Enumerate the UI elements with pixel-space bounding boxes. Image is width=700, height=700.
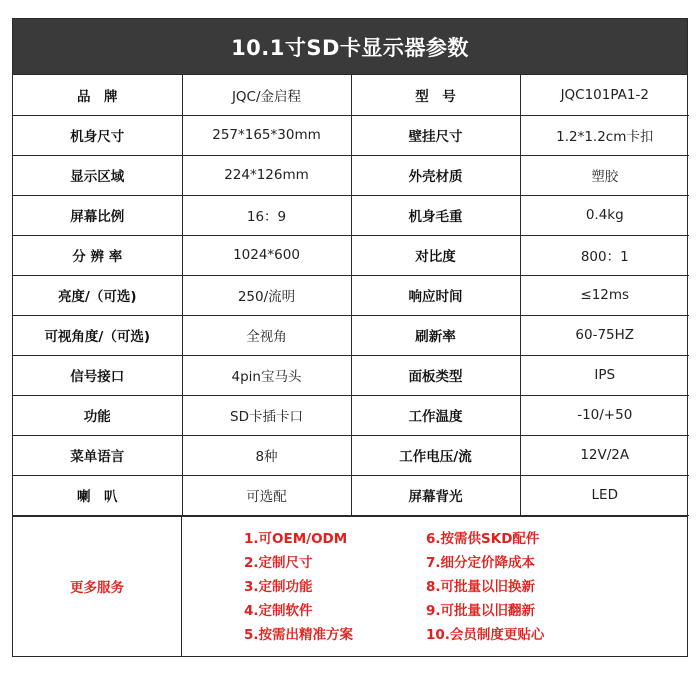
table-row <box>13 195 689 235</box>
page-title: 10.1寸SD卡显示器参数 <box>13 19 687 75</box>
spec-label: 功能 <box>13 395 182 435</box>
table-row <box>13 435 689 475</box>
spec-value: 全视角 <box>182 315 351 355</box>
service-item: 5.按需出精准方案 <box>244 626 354 643</box>
services-column-left <box>244 527 426 656</box>
spec-value: IPS <box>520 355 689 395</box>
table-row <box>13 115 689 155</box>
table-row <box>13 155 689 195</box>
spec-value: 1024*600 <box>182 235 351 275</box>
spec-label: 喇 叭 <box>13 475 182 515</box>
spec-value: -10/+50 <box>520 395 689 435</box>
spec-label: 亮度/（可选) <box>13 275 182 315</box>
spec-label: 品 牌 <box>13 75 182 115</box>
spec-value: 8种 <box>182 435 351 475</box>
service-item: 4.定制软件 <box>244 602 313 619</box>
spec-label: 响应时间 <box>351 275 520 315</box>
spec-label: 外壳材质 <box>351 155 520 195</box>
spec-value: 800：1 <box>520 235 689 275</box>
spec-label: 屏幕比例 <box>13 195 182 235</box>
table-row <box>13 355 689 395</box>
spec-label: 面板类型 <box>351 355 520 395</box>
service-item: 8.可批量以旧换新 <box>426 578 536 595</box>
spec-value: SD卡插卡口 <box>182 395 351 435</box>
service-item: 1.可OEM/ODM <box>244 530 348 547</box>
spec-label: 工作电压/流 <box>351 435 520 475</box>
spec-value: JQC101PA1-2 <box>520 75 689 115</box>
spec-value: 塑胶 <box>520 155 689 195</box>
spec-value: 12V/2A <box>520 435 689 475</box>
service-item: 10.会员制度更贴心 <box>426 626 545 643</box>
table-row <box>13 315 689 355</box>
spec-sheet <box>12 18 688 657</box>
services-label: 更多服务 <box>13 517 182 656</box>
services-list <box>182 517 687 656</box>
table-row <box>13 275 689 315</box>
service-item: 3.定制功能 <box>244 578 313 595</box>
table-row <box>13 395 689 435</box>
spec-value: ≤12ms <box>520 275 689 315</box>
spec-label: 显示区域 <box>13 155 182 195</box>
spec-value: LED <box>520 475 689 515</box>
spec-table <box>13 75 689 516</box>
service-item: 6.按需供SKD配件 <box>426 530 540 547</box>
spec-value: 16：9 <box>182 195 351 235</box>
services-section <box>13 516 687 656</box>
service-item: 9.可批量以旧翻新 <box>426 602 536 619</box>
spec-value: 0.4kg <box>520 195 689 235</box>
spec-label: 工作温度 <box>351 395 520 435</box>
spec-value: 可选配 <box>182 475 351 515</box>
spec-label: 机身毛重 <box>351 195 520 235</box>
spec-value: 257*165*30mm <box>182 115 351 155</box>
services-column-right <box>426 527 608 656</box>
spec-value: 1.2*1.2cm卡扣 <box>520 115 689 155</box>
spec-label: 分 辨 率 <box>13 235 182 275</box>
spec-value: 224*126mm <box>182 155 351 195</box>
spec-value: 250/流明 <box>182 275 351 315</box>
spec-value: JQC/金启程 <box>182 75 351 115</box>
service-item: 2.定制尺寸 <box>244 554 313 571</box>
spec-value: 60-75HZ <box>520 315 689 355</box>
service-item: 7.细分定价降成本 <box>426 554 536 571</box>
table-row <box>13 475 689 515</box>
spec-label: 机身尺寸 <box>13 115 182 155</box>
table-row <box>13 75 689 115</box>
spec-label: 菜单语言 <box>13 435 182 475</box>
table-row <box>13 235 689 275</box>
spec-label: 信号接口 <box>13 355 182 395</box>
spec-label: 刷新率 <box>351 315 520 355</box>
spec-value: 4pin宝马头 <box>182 355 351 395</box>
spec-label: 型 号 <box>351 75 520 115</box>
spec-label: 可视角度/（可选) <box>13 315 182 355</box>
spec-label: 对比度 <box>351 235 520 275</box>
spec-label: 壁挂尺寸 <box>351 115 520 155</box>
spec-label: 屏幕背光 <box>351 475 520 515</box>
